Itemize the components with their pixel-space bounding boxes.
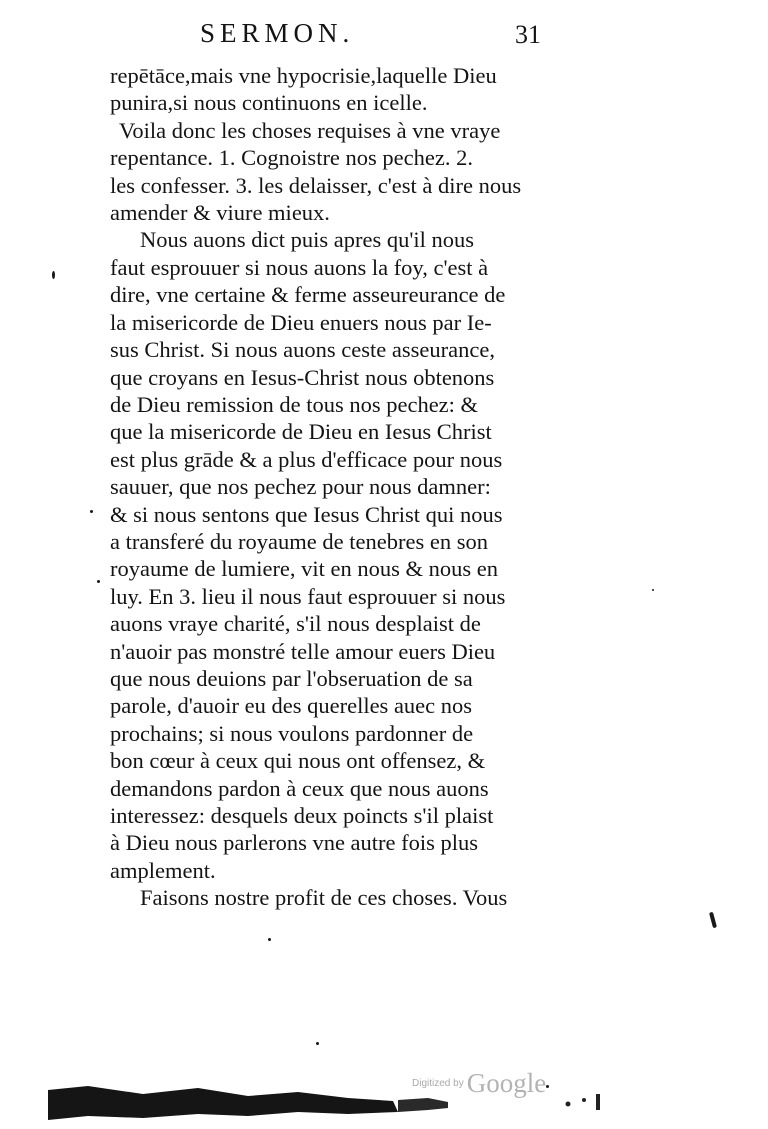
text-line: amplement. [110,858,216,883]
text-line: royaume de lumiere, vit en nous & nous en [110,556,499,581]
text-line: Faisons nostre profit de ces choses. Vous [140,885,508,910]
text-line: interessez: desquels deux poincts s'il plaist [110,803,494,828]
text-line: est plus grāde & a plus d'efficace pour nous [110,447,503,472]
ink-speck [268,938,271,941]
text-line: auons vraye charité, s'il nous desplaist de [110,611,481,636]
text-line: que la misericorde de Dieu en Iesus Christ [110,419,492,444]
running-title: SERMON. [200,18,355,48]
google-watermark [412,1068,546,1099]
text-line: n'auoir pas monstré telle amour euers Dieu [110,639,496,664]
text-line: bon cœur à ceux qui nous ont offensez, & [110,748,486,773]
text-line: parole, d'auoir eu des querelles auec nos [110,693,473,718]
watermark-prefix: Digitized by [412,1078,464,1089]
text-line: repentance. 1. Cognoistre nos pechez. 2. [110,145,473,170]
text-line: prochains; si nous voulons pardonner de [110,721,474,746]
text-line: Nous auons dict puis apres qu'il nous [140,227,475,252]
text-line: a transferé du royaume de tenebres en son [110,529,488,554]
text-line: sus Christ. Si nous auons ceste asseurance, [110,337,495,362]
page-number: 31 [515,20,541,49]
text-line: luy. En 3. lieu il nous faut esprouuer si nous [110,584,506,609]
text-line: demandons pardon à ceux que nous auons [110,776,489,801]
text-line: faut esprouuer si nous auons la foy, c'est à [110,255,489,280]
ink-speck [97,580,100,583]
ink-speck [90,510,93,513]
google-logo: Google [466,1068,547,1098]
text-line: repētāce,mais vne hypocrisie,laquelle Dieu [110,63,497,88]
text-line: dire, vne certaine & ferme asseureurance de [110,282,506,307]
text-line: que nous deuions par l'obseruation de sa [110,666,473,691]
text-line: que croyans en Iesus-Christ nous obtenons [110,365,495,390]
text-line: à Dieu nous parlerons vne autre fois plus [110,830,479,855]
ink-speck [52,271,55,279]
text-line: sauuer, que nos pechez pour nous damner: [110,474,491,499]
text-line: de Dieu remission de tous nos pechez: & [110,392,479,417]
ink-speck [652,589,654,591]
text-line: les confesser. 3. les delaisser, c'est à dire nous [110,173,522,198]
text-line: & si nous sentons que Iesus Christ qui nous [110,502,503,527]
ink-speck [709,912,717,928]
text-line: la misericorde de Dieu enuers nous par Ie- [110,310,492,335]
ink-speck [316,1042,319,1045]
text-line: Voila donc les choses requises à vne vraye [119,118,501,143]
text-line: punira,si nous continuons en icelle. [110,90,428,115]
text-line: amender & viure mieux. [110,200,330,225]
